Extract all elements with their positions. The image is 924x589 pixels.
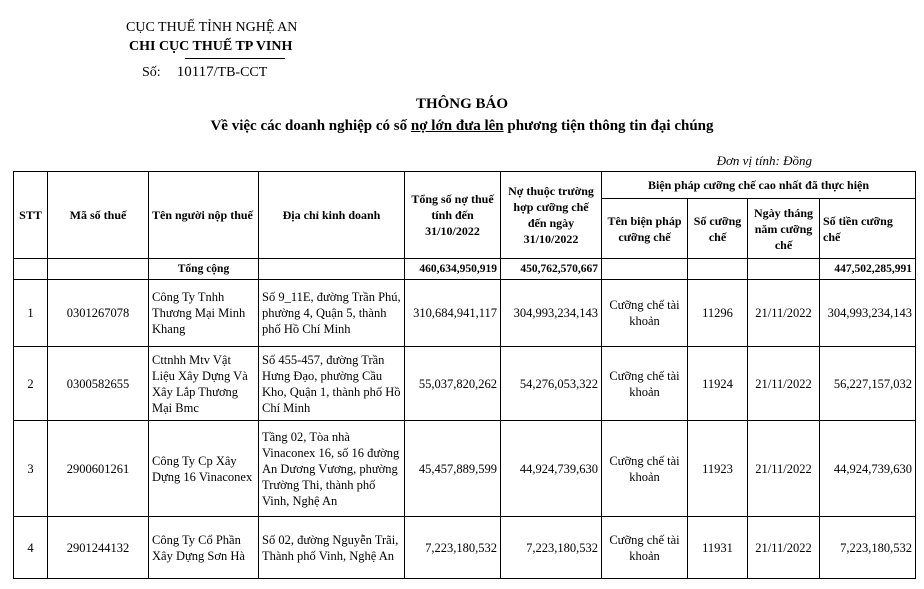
col-header-name: Tên người nộp thuế — [149, 172, 259, 259]
cell-enforce-amount: 304,993,234,143 — [820, 280, 916, 347]
cell-stt: 2 — [14, 347, 48, 421]
cell-address: Số 02, đường Nguyễn Trãi, Thành phố Vinh, Nghệ An — [259, 517, 405, 579]
cell-stt: 4 — [14, 517, 48, 579]
cell-measure: Cưỡng chế tài khoản — [602, 280, 688, 347]
cell-enforce-no: 11296 — [688, 280, 748, 347]
cell-address: Số 9_11E, đường Trần Phú, phường 4, Quận 5, thành phố Hồ Chí Minh — [259, 280, 405, 347]
cell-enforce-amount: 7,223,180,532 — [820, 517, 916, 579]
cell-enforce-no: 11931 — [688, 517, 748, 579]
total-debt: 460,634,950,919 — [405, 259, 501, 280]
cell-enforce-no: 11923 — [688, 421, 748, 517]
agency-name: CỤC THUẾ TỈNH NGHỆ AN — [126, 20, 298, 35]
table-row — [14, 517, 916, 579]
col-header-mst: Mã số thuế — [48, 172, 149, 259]
total-row — [14, 259, 916, 280]
total-label: Tổng cộng — [149, 259, 259, 280]
col-header-measure: Tên biện pháp cưỡng chế — [602, 199, 688, 259]
cell-mst: 0300582655 — [48, 347, 149, 421]
col-header-enforce-no: Số cưỡng chế — [688, 199, 748, 259]
table-row — [14, 280, 916, 347]
page-title: THÔNG BÁO — [415, 96, 509, 112]
total-enforce-amount: 447,502,285,991 — [820, 259, 916, 280]
cell-enforced-debt: 7,223,180,532 — [501, 517, 602, 579]
cell-enforce-amount: 56,227,157,032 — [820, 347, 916, 421]
subtitle-underlined: nợ lớn đưa lên — [410, 118, 504, 134]
cell-enforced-debt: 44,924,739,630 — [501, 421, 602, 517]
cell-name: Công Ty Tnhh Thương Mại Minh Khang — [149, 280, 259, 347]
document-number — [142, 64, 267, 81]
cell-total-debt: 55,037,820,262 — [405, 347, 501, 421]
unit-note: Đơn vị tính: Đồng — [716, 153, 812, 168]
cell-mst: 2901244132 — [48, 517, 149, 579]
total-enforced-debt: 450,762,570,667 — [501, 259, 602, 280]
cell-name: Công Ty Cp Xây Dựng 16 Vinaconex — [149, 421, 259, 517]
docno-value: 10117 — [176, 64, 214, 80]
cell-address: Số 455-457, đường Trần Hưng Đạo, phường Cầu Kho, Quận 1, thành phố Hồ Chí Minh — [259, 347, 405, 421]
cell-stt: 1 — [14, 280, 48, 347]
cell-enforced-debt: 54,276,053,322 — [501, 347, 602, 421]
col-header-total-debt: Tổng số nợ thuế tính đến 31/10/2022 — [405, 172, 501, 259]
subagency-underline — [185, 58, 285, 59]
cell-total-debt: 45,457,889,599 — [405, 421, 501, 517]
cell-stt: 3 — [14, 421, 48, 517]
debt-table — [13, 171, 916, 579]
cell-measure: Cưỡng chế tài khoản — [602, 347, 688, 421]
cell-measure: Cưỡng chế tài khoản — [602, 421, 688, 517]
cell-name: Cttnhh Mtv Vật Liệu Xây Dựng Và Xây Lắp Thương Mại Bmc — [149, 347, 259, 421]
table-row — [14, 421, 916, 517]
subtitle-pre: Về việc các doanh nghiệp có số — [210, 118, 411, 134]
col-header-address: Địa chỉ kinh doanh — [259, 172, 405, 259]
cell-enforce-date: 21/11/2022 — [748, 421, 820, 517]
docno-suffix: /TB-CCT — [213, 65, 268, 80]
cell-enforce-date: 21/11/2022 — [748, 347, 820, 421]
col-header-stt: STT — [14, 172, 48, 259]
cell-enforced-debt: 304,993,234,143 — [501, 280, 602, 347]
subtitle-post: phương tiện thông tin đại chúng — [503, 118, 714, 134]
cell-total-debt: 310,684,941,117 — [405, 280, 501, 347]
cell-mst: 0301267078 — [48, 280, 149, 347]
cell-address: Tầng 02, Tòa nhà Vinaconex 16, số 16 đường An Dương Vương, phường Trường Thi, thành phố Vinh, Nghệ An — [259, 421, 405, 517]
cell-enforce-no: 11924 — [688, 347, 748, 421]
docno-label: Số: — [142, 65, 161, 80]
page-subtitle — [0, 118, 924, 135]
col-header-enforced-debt: Nợ thuộc trường hợp cưỡng chế đến ngày 31/10/2022 — [501, 172, 602, 259]
cell-enforce-date: 21/11/2022 — [748, 280, 820, 347]
cell-enforce-date: 21/11/2022 — [748, 517, 820, 579]
subagency-name: CHI CỤC THUẾ TP VINH — [129, 39, 293, 54]
col-header-enforce-date: Ngày tháng năm cưỡng chế — [748, 199, 820, 259]
cell-mst: 2900601261 — [48, 421, 149, 517]
cell-total-debt: 7,223,180,532 — [405, 517, 501, 579]
col-header-enforce-amount: Số tiền cưỡng chế — [820, 199, 916, 259]
cell-measure: Cưỡng chế tài khoản — [602, 517, 688, 579]
cell-name: Công Ty Cổ Phần Xây Dựng Sơn Hà — [149, 517, 259, 579]
table-row — [14, 347, 916, 421]
col-header-group: Biện pháp cưỡng chế cao nhất đã thực hiện — [602, 172, 916, 199]
cell-enforce-amount: 44,924,739,630 — [820, 421, 916, 517]
